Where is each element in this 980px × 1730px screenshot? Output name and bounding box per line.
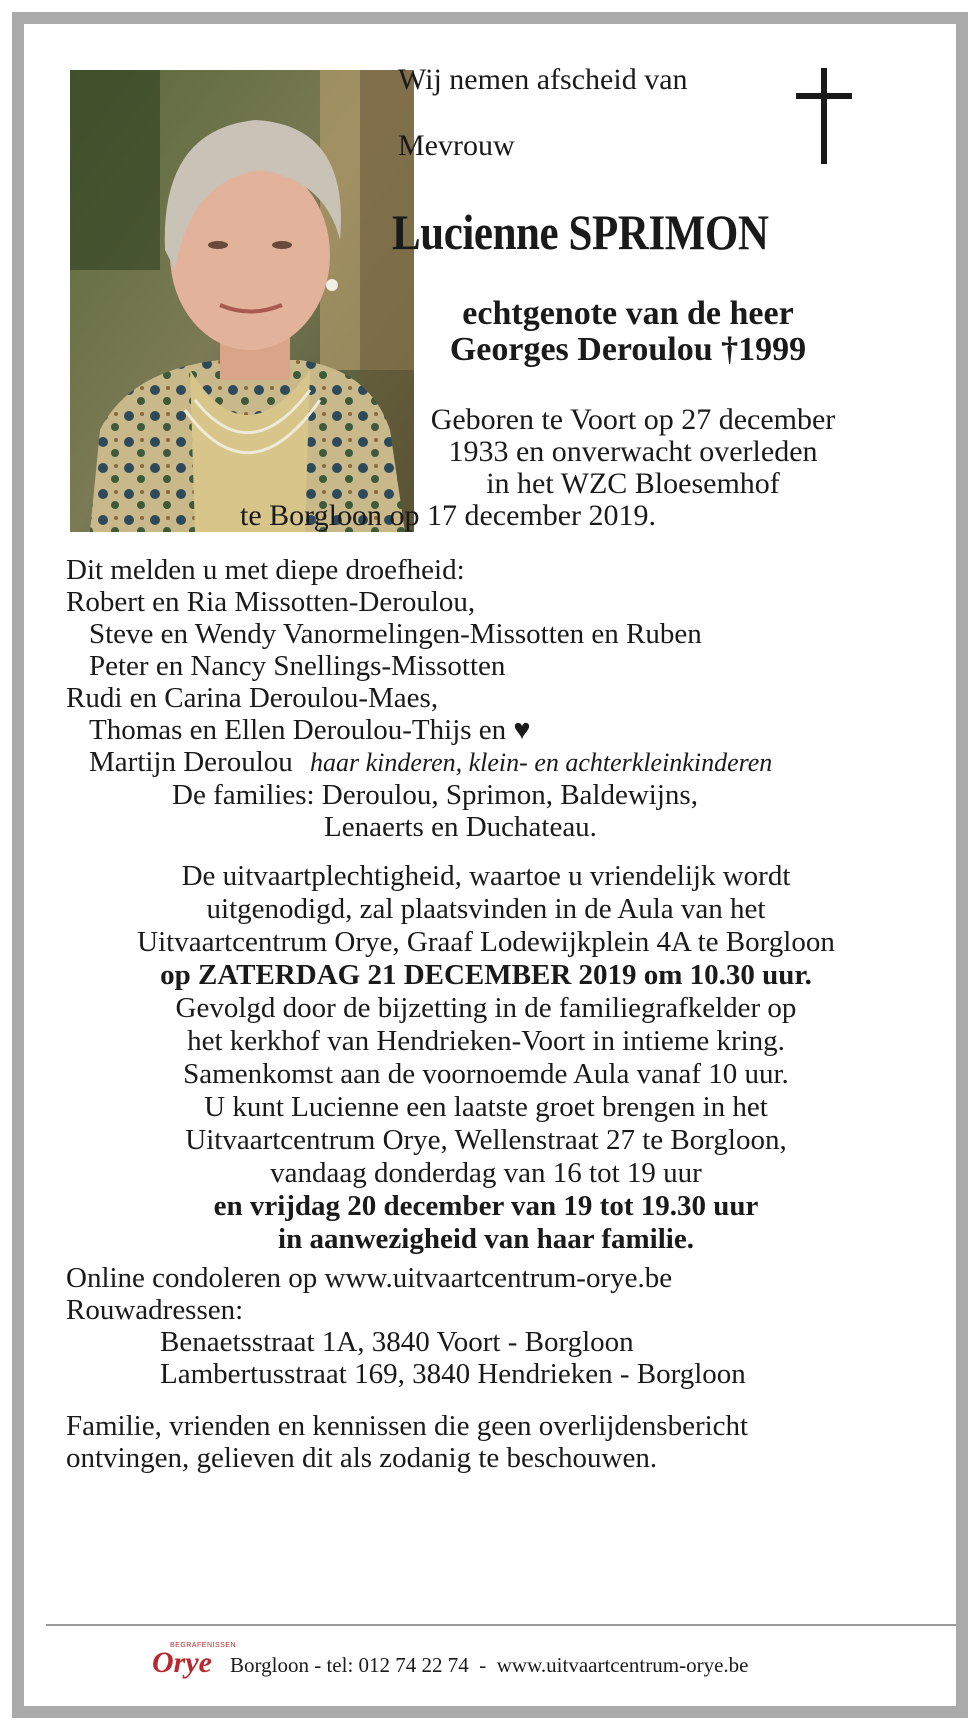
- birth-info: [398, 404, 868, 500]
- visitation-line: in aanwezigheid van haar familie.: [278, 1223, 694, 1255]
- ceremony-line: Uitvaartcentrum Orye, Wellenstraat 27 te Borgloon,: [185, 1124, 787, 1156]
- obituary-card: [24, 24, 956, 1706]
- ceremony-date: op ZATERDAG 21 DECEMBER 2019 om 10.30 uur.: [160, 959, 812, 991]
- portrait-photo: [70, 70, 414, 532]
- card-border: [12, 12, 968, 1718]
- birth-line-last: te Borgloon op 17 december 2019.: [240, 499, 657, 532]
- family-line: Lenaerts en Duchateau.: [324, 811, 597, 843]
- address-line: Benaetsstraat 1A, 3840 Voort - Borgloon: [160, 1326, 634, 1358]
- birth-line: Geboren te Voort op 27 december: [430, 403, 836, 436]
- family-line: Peter en Nancy Snellings-Missotten: [89, 650, 506, 682]
- family-line: Rudi en Carina Deroulou-Maes,: [66, 682, 439, 714]
- family-line: Thomas en Ellen Deroulou-Thijs en ♥: [89, 714, 531, 746]
- ceremony-line: vandaag donderdag van 16 tot 19 uur: [270, 1157, 702, 1189]
- birth-line: 1933 en onverwacht overleden: [448, 435, 818, 468]
- ceremony-line: De uitvaartplechtigheid, waartoe u vriendelijk wordt: [181, 860, 791, 892]
- ceremony-line: Samenkomst aan de voornoemde Aula vanaf 10 uur.: [183, 1058, 789, 1090]
- ceremony-line: Uitvaartcentrum Orye, Graaf Lodewijkplein 4A te Borgloon: [137, 926, 835, 958]
- closing-line: Familie, vrienden en kennissen die geen overlijdensbericht: [66, 1410, 749, 1442]
- contact-block: [66, 1262, 946, 1390]
- logo-wordmark: Orye: [152, 1646, 212, 1679]
- family-note: haar kinderen, klein- en achterkleinkinderen: [310, 748, 773, 777]
- footer-divider: [46, 1624, 956, 1626]
- family-name: Martijn Deroulou: [89, 746, 293, 778]
- family-intro: Dit melden u met diepe droefheid:: [66, 554, 465, 586]
- logo-tagline: BEGRAFENISSEN: [170, 1642, 237, 1649]
- family-line: [66, 746, 946, 779]
- spouse-line-2: Georges Deroulou †1999: [449, 331, 807, 368]
- spouse-block: [398, 296, 858, 368]
- closing-note: [66, 1410, 946, 1474]
- address-line: Lambertusstraat 169, 3840 Hendrieken - Borgloon: [160, 1358, 746, 1390]
- closing-line: ontvingen, gelieven dit als zodanig te beschouwen.: [66, 1442, 658, 1474]
- online-condolence: Online condoleren op www.uitvaartcentrum-orye.be: [66, 1262, 673, 1294]
- family-list: [66, 554, 946, 843]
- intro-text: Wij nemen afscheid van: [398, 63, 688, 96]
- visitation-line: en vrijdag 20 december van 19 tot 19.30 uur: [213, 1190, 759, 1222]
- ceremony-line: het kerkhof van Hendrieken-Voort in intieme kring.: [187, 1025, 785, 1057]
- birth-line: in het WZC Bloesemhof: [486, 467, 780, 500]
- spouse-line-1: echtgenote van de heer: [462, 295, 794, 332]
- salutation: Mevrouw: [398, 129, 515, 162]
- cross-icon: [794, 68, 854, 164]
- family-line: Steve en Wendy Vanormelingen-Missotten en Ruben: [89, 618, 702, 650]
- ceremony-line: Gevolgd door de bijzetting in de familiegrafkelder op: [175, 992, 797, 1024]
- ceremony-block: [36, 860, 936, 1256]
- footer-info: Borgloon - tel: 012 74 22 74 - www.uitvaartcentrum-orye.be: [230, 1653, 749, 1677]
- ceremony-line: U kunt Lucienne een laatste groet brengen in het: [204, 1091, 768, 1123]
- family-line: Robert en Ria Missotten-Deroulou,: [66, 586, 476, 618]
- orye-logo: [144, 1642, 244, 1690]
- ceremony-line: uitgenodigd, zal plaatsvinden in de Aula van het: [206, 893, 766, 925]
- family-line: De families: Deroulou, Sprimon, Baldewijns,: [172, 779, 698, 811]
- deceased-name: Lucienne SPRIMON: [392, 204, 769, 260]
- rouwadressen-label: Rouwadressen:: [66, 1294, 244, 1326]
